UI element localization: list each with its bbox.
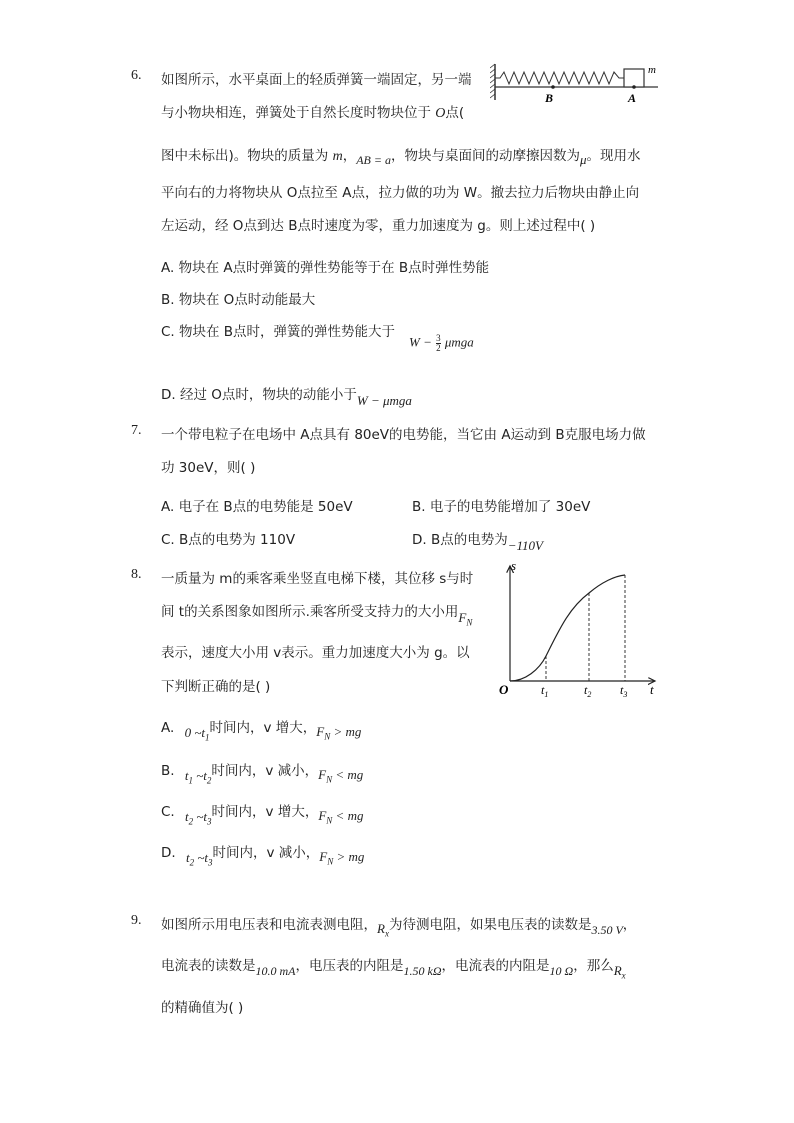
question-text-line: 如图所示用电压表和电流表测电阻，$R_x$为待测电阻，如果电压表的读数是3.50 V， bbox=[161, 917, 637, 939]
question-text-line: 电流表的读数是10.0 mA，电压表的内阻是1.50 kΩ，电流表的内阻是10 Ω，那么$R_x$ bbox=[161, 958, 626, 981]
question-text-line: 功 30eV，则( ) bbox=[161, 460, 256, 476]
block bbox=[624, 69, 644, 87]
s-t-curve bbox=[510, 575, 625, 681]
question-text-line: 如图所示，水平桌面上的轻质弹簧一端固定，另一端 bbox=[161, 72, 472, 88]
question-text-line: 平向右的力将物块从 O点拉至 A点，拉力做的功为 W。撤去拉力后物块由静止向 bbox=[161, 185, 640, 201]
question-text-line: 间 t的关系图象如图所示.乘客所受支持力的大小用$F_N$ bbox=[161, 604, 473, 628]
option-d: D. 经过 O点时，物块的动能小于W − μmga bbox=[161, 387, 412, 408]
question-number: 6. bbox=[131, 68, 142, 83]
question-text-line: 左运动，经 O点到达 B点时速度为零，重力加速度为 g。则上述过程中( ) bbox=[161, 218, 596, 234]
option-a: A. 电子在 B点的电势能是 50eV bbox=[161, 499, 353, 515]
option-d: D. $t_2$ $\sim t_3$时间内，v 减小，$F_N$ > mg bbox=[161, 845, 365, 868]
question-text-line: 表示，速度大小用 v表示。重力加速度大小为 g。以 bbox=[161, 645, 470, 661]
question-number: 8. bbox=[131, 567, 142, 582]
tick-t2: $t_2$ bbox=[584, 683, 592, 699]
question-number: 7. bbox=[131, 423, 142, 438]
mass-label: m bbox=[648, 64, 656, 76]
s-t-graph bbox=[497, 560, 667, 700]
question-text-line: 的精确值为( ) bbox=[161, 1000, 244, 1016]
option-b: B. $t_1$ $\sim t_2$时间内，v 减小，$F_N$ < mg bbox=[161, 763, 364, 786]
option-b: B. 物块在 O点时动能最大 bbox=[161, 292, 316, 308]
question-text-line: 图中未标出)。物块的质量为 m，AB = a，物块与桌面间的动摩擦因数为μ。现用水 bbox=[161, 148, 641, 167]
spring-figure bbox=[490, 62, 665, 106]
option-a: A. 物块在 A点时弹簧的弹性势能等于在 B点时弹性势能 bbox=[161, 260, 490, 276]
option-b: B. 电子的电势能增加了 30eV bbox=[412, 499, 591, 515]
tick-t1: $t_1$ bbox=[541, 683, 549, 699]
spring-coil bbox=[495, 72, 624, 84]
question-text-line: 与小物块相连，弹簧处于自然长度时物块位于 O点( bbox=[161, 105, 465, 121]
option-c: C. 物块在 B点时，弹簧的弹性势能大于 bbox=[161, 324, 396, 340]
x-axis-label: t bbox=[650, 682, 654, 697]
origin-label: O bbox=[499, 682, 509, 697]
option-a: A. 0 $\sim t_1$时间内，v 增大，$F_N$ > mg bbox=[161, 720, 362, 743]
tick-t3: $t_3$ bbox=[620, 683, 628, 699]
point-b bbox=[551, 85, 555, 89]
option-d: D. B点的电势为−110V bbox=[412, 532, 543, 553]
question-number: 9. bbox=[131, 913, 142, 928]
label-b: B bbox=[545, 91, 554, 105]
option-c-expression: W − $\frac{3}{2}$ μmga bbox=[409, 333, 474, 353]
y-axis-label: s bbox=[511, 560, 517, 573]
question-text-line: 一个带电粒子在电场中 A点具有 80eV的电势能，当它由 A运动到 B克服电场力做 bbox=[161, 427, 646, 443]
option-c: C. B点的电势为 110V bbox=[161, 532, 296, 548]
question-text-line: 下判断正确的是( ) bbox=[161, 679, 271, 695]
point-a bbox=[632, 85, 636, 89]
question-text-line: 一质量为 m的乘客乘坐竖直电梯下楼，其位移 s与时 bbox=[161, 571, 474, 587]
label-a: A bbox=[628, 91, 637, 105]
option-c: C. $t_2$ $\sim t_3$时间内，v 增大，$F_N$ < mg bbox=[161, 804, 364, 827]
